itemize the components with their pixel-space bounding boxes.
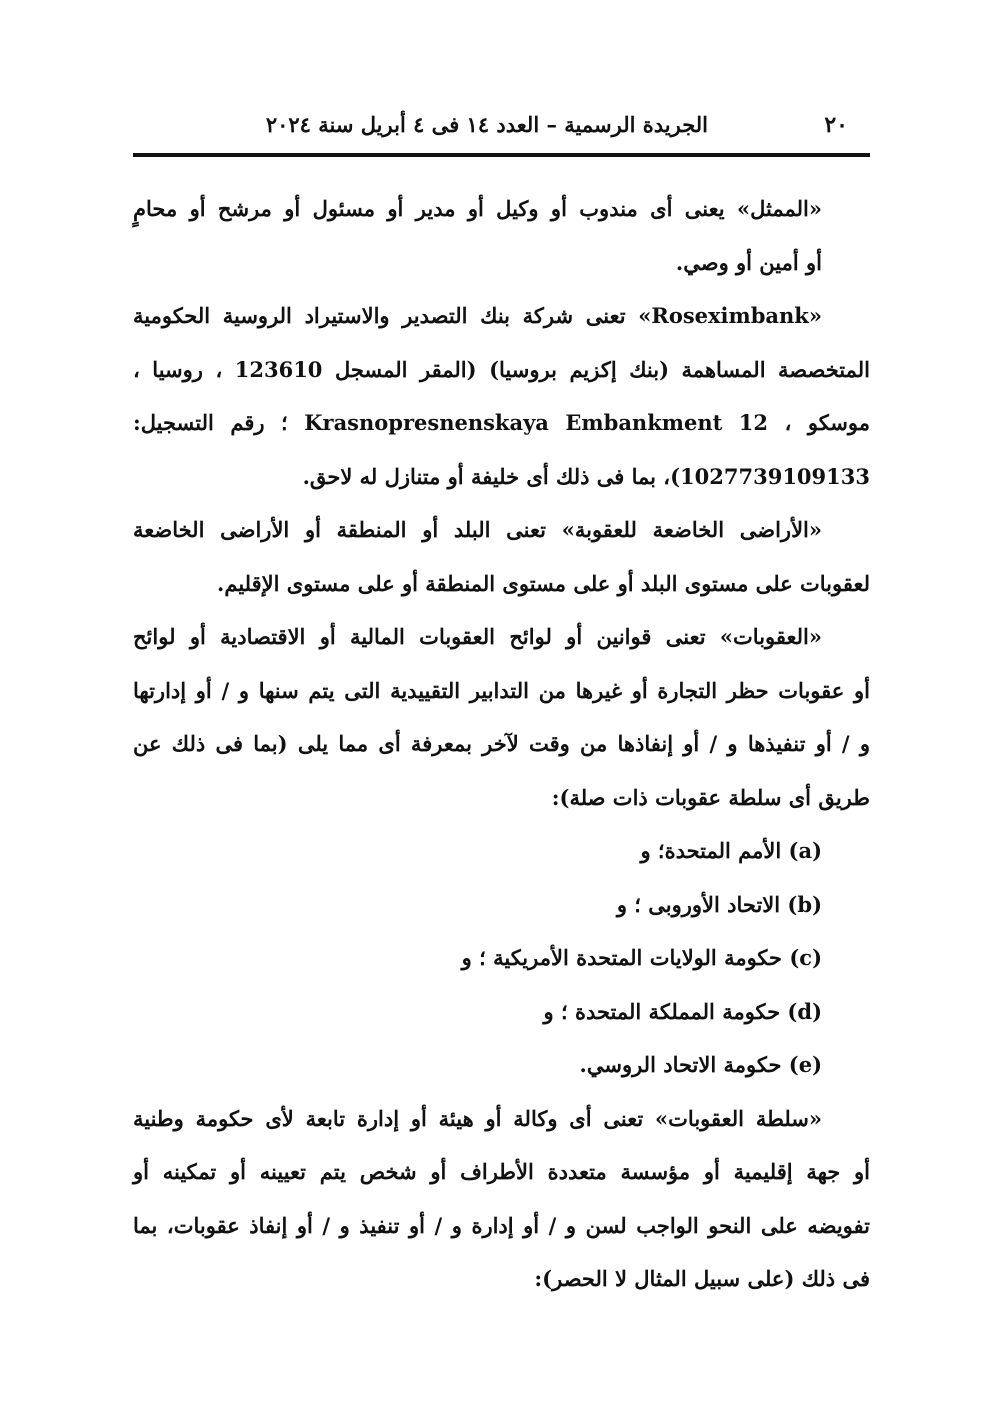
- list-item: (e) حكومة الاتحاد الروسي.: [579, 1052, 822, 1077]
- text-line: «الأراضى الخاضعة للعقوبة» تعنى البلد أو المنطقة أو الأراضى الخاضعة: [133, 517, 822, 542]
- list-item: (b) الاتحاد الأوروبى ؛ و: [616, 891, 822, 917]
- text-line: أو عقوبات حظر التجارة أو غيرها من التدابير التقييدية التى يتم سنها و / أو إدارتها: [133, 677, 870, 703]
- text-line: «العقوبات» تعنى قوانين أو لوائح العقوبات المالية أو الاقتصادية أو لوائح: [133, 624, 822, 649]
- text-line: أو جهة إقليمية أو مؤسسة متعددة الأطراف أو شخص يتم تعيينه أو تمكينه أو: [133, 1159, 870, 1184]
- text-line: طريق أى سلطة عقوبات ذات صلة):: [551, 784, 870, 810]
- page-number: ٢٠: [824, 112, 848, 138]
- gazette-title: الجريدة الرسمية – العدد ١٤ فى ٤ أبريل سنة ٢٠٢٤: [265, 112, 708, 137]
- list-item: (c) حكومة الولايات المتحدة الأمريكية ؛ و: [461, 945, 822, 970]
- header-rule: [133, 153, 870, 157]
- text-line: موسكو ، Krasnopresnenskaya Embankment 12 ؛ رقم التسجيل:: [133, 410, 871, 435]
- text-line: 1027739109133)، بما فى ذلك أى خليفة أو متنازل له لاحق.: [302, 463, 870, 489]
- text-line: و / أو تنفيذها و / أو إنفاذها من وقت لآخر بمعرفة أى مما يلى (بما فى ذلك عن: [133, 731, 870, 756]
- text-line: «Roseximbank» تعنى شركة بنك التصدير والاستيراد الروسية الحكومية: [133, 303, 822, 328]
- text-line: أو أمين أو وصي.: [675, 249, 822, 275]
- running-header: [133, 108, 870, 148]
- text-line: فى ذلك (على سبيل المثال لا الحصر):: [534, 1266, 870, 1291]
- text-line: المتخصصة المساهمة (بنك إكزيم بروسيا) (المقر المسجل 123610 ، روسيا ،: [133, 356, 870, 382]
- text-line: «سلطة العقوبات» تعنى أى وكالة أو هيئة أو إدارة تابعة لأى حكومة وطنية: [133, 1105, 822, 1131]
- list-item: (d) حكومة المملكة المتحدة ؛ و: [543, 998, 822, 1024]
- list-item: (a) الأمم المتحدة؛ و: [640, 838, 822, 863]
- text-line: «الممثل» يعنى أى مندوب أو وكيل أو مدير أو مسئول أو مرشح أو محامٍ: [133, 196, 822, 221]
- text-line: تفويضه على النحو الواجب لسن و / أو إدارة و / أو تنفيذ و / أو إنفاذ عقوبات، بما: [133, 1212, 870, 1238]
- text-line: لعقوبات على مستوى البلد أو على مستوى المنطقة أو على مستوى الإقليم.: [217, 570, 870, 596]
- document-body: [133, 182, 870, 1306]
